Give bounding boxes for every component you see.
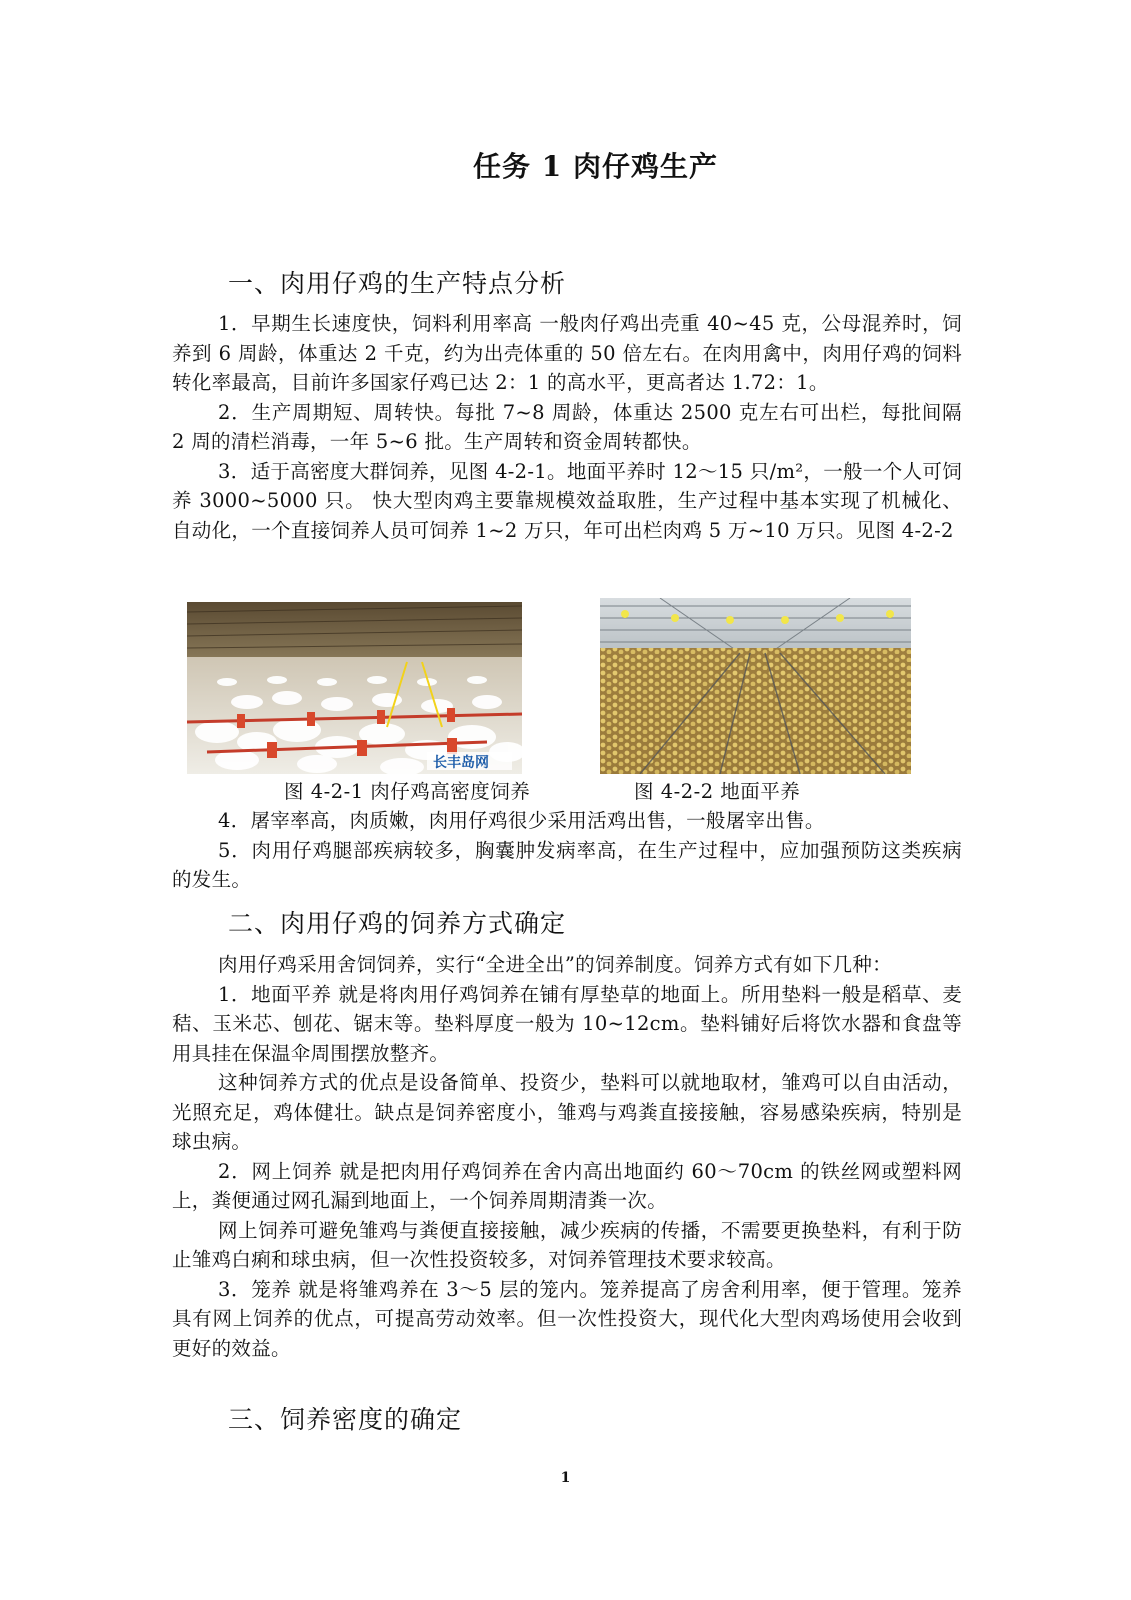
paragraph: 5．肉用仔鸡腿部疾病较多，胸囊肿发病率高，在生产过程中，应加强预防这类疾病的发生。 (172, 838, 962, 891)
paragraph: 1．地面平养 就是将肉用仔鸡饲养在铺有厚垫草的地面上。所用垫料一般是稻草、麦秸、玉米芯、刨花、锯末等。垫料厚度一般为 10~12cm。垫料铺好后将饮水器和食盘等用具挂在保温伞周围摆放整齐。 (172, 982, 962, 1065)
watermark-text: 长丰岛网 (433, 755, 489, 771)
paragraph: 2．生产周期短、周转快。每批 7~8 周龄，体重达 2500 克左右可出栏，每批间隔 2 周的清栏消毒，一年 5~6 批。生产周转和资金周转都快。 (172, 400, 962, 453)
paragraph: 这种饲养方式的优点是设备简单、投资少，垫料可以就地取材，雏鸡可以自由活动，光照充足，鸡体健壮。缺点是饲养密度小，雏鸡与鸡粪直接接触，容易感染疾病，特别是球虫病。 (172, 1071, 962, 1153)
paragraph: 4．屠宰率高，肉质嫩，肉用仔鸡很少采用活鸡出售，一般屠宰出售。 (218, 809, 825, 832)
figure-caption-1: 图 4-2-1 肉仔鸡高密度饲养 (284, 780, 531, 803)
paragraph: 1．早期生长速度快，饲料利用率高 一般肉仔鸡出壳重 40~45 克，公母混养时，饲养到 6 周龄，体重达 2 千克，约为出壳体重的 50 倍左右。在肉用禽中，肉用仔鸡的饲料转化率最高，目前许多国家仔鸡已达 2：1 的高水平，更高者达 1.72：1。 (172, 312, 962, 394)
page-number: 1 (560, 1470, 571, 1486)
section-heading-1: 一、肉用仔鸡的生产特点分析 (228, 269, 567, 298)
figure-4-2-1-image (187, 602, 522, 774)
figure-4-2-2-image (600, 598, 911, 774)
paragraph: 3．笼养 就是将雏鸡养在 3～5 层的笼内。笼养提高了房舍利用率，便于管理。笼养具有网上饲养的优点，可提高劳动效率。但一次性投资大，现代化大型肉鸡场使用会收到更好的效益。 (172, 1277, 962, 1360)
figure-caption-2: 图 4-2-2 地面平养 (634, 780, 801, 803)
section-1-body-continued (172, 806, 962, 895)
section-heading-3: 三、饲养密度的确定 (228, 1405, 463, 1434)
page-title: 任务 1 肉仔鸡生产 (473, 150, 718, 183)
section-2-body (172, 950, 962, 1363)
paragraph: 网上饲养可避免雏鸡与粪便直接接触，减少疾病的传播，不需要更换垫料，有利于防止雏鸡白痢和球虫病，但一次性投资较多，对饲养管理技术要求较高。 (172, 1218, 962, 1271)
section-heading-2: 二、肉用仔鸡的饲养方式确定 (228, 909, 567, 938)
paragraph: 3．适于高密度大群饲养，见图 4-2-1。地面平养时 12～15 只/m²，一般一个人可饲养 3000~5000 只。 快大型肉鸡主要靠规模效益取胜，生产过程中基本实现了机械化、自动化，一个直接饲养人员可饲养 1~2 万只，年可出栏肉鸡 5 万~10 万只。见图 4-2-2 (172, 459, 962, 542)
paragraph: 肉用仔鸡采用舍饲饲养，实行“全进全出”的饲养制度。饲养方式有如下几种： (218, 953, 892, 976)
section-1-body (172, 309, 962, 545)
paragraph: 2．网上饲养 就是把肉用仔鸡饲养在舍内高出地面约 60～70cm 的铁丝网或塑料网上，粪便通过网孔漏到地面上，一个饲养周期清粪一次。 (172, 1159, 962, 1212)
